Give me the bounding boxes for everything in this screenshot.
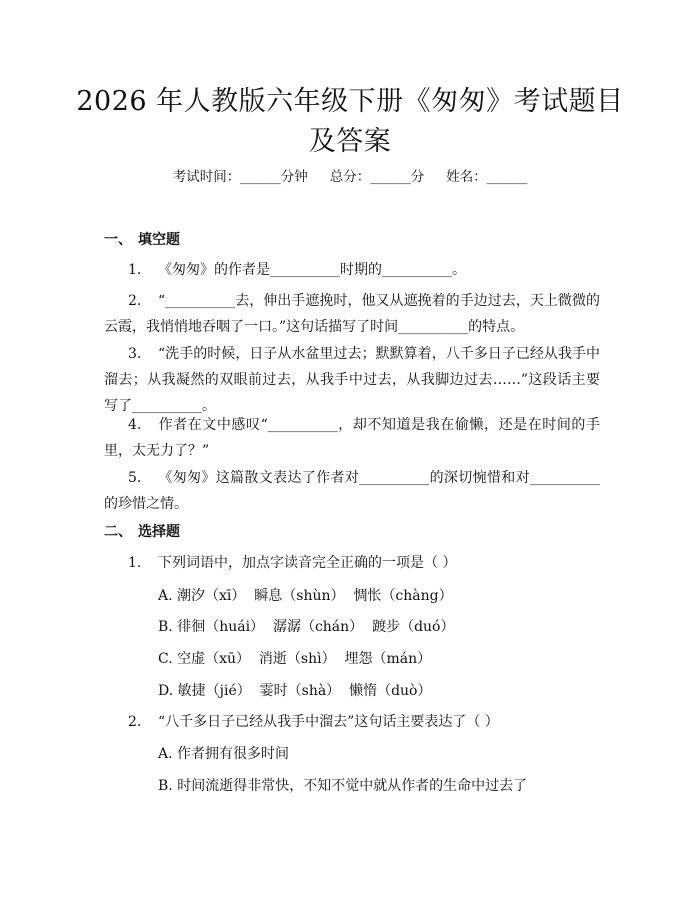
question-number: 1. [128,555,142,571]
question-text: 《匆匆》的作者是__________时期的__________。 [158,262,466,278]
question-number: 2. [128,293,142,309]
question-number: 5. [128,470,142,486]
fill-question [104,257,600,283]
choice-option: A. 潮汐（xī） 瞬息（shùn） 惆怅（chàng） [158,588,453,604]
question-text: 《匆匆》这篇散文表达了作者对__________的深切惋惜和对__________的珍惜之情。 [104,470,600,512]
fill-question [104,288,600,340]
fill-question [104,412,600,464]
section-title: 选择题 [138,524,180,540]
student-name: 姓名：______ [446,169,528,185]
document-title: 2026 年人教版六年级下册《匆匆》考试题目及答案 [76,86,624,157]
section-number: 一、 [104,232,132,248]
choice-option: D. 敏捷（jié） 霎时（shà） 懒惰（duò） [158,683,432,699]
section-heading-choice [104,522,180,542]
fill-question [104,465,600,517]
section-heading-fill [104,230,180,250]
question-number: 1. [128,262,142,278]
exam-meta [0,167,700,187]
section-title: 填空题 [138,232,180,248]
question-number: 4. [128,417,142,433]
choice-question [104,709,600,735]
question-number: 2. [128,714,142,730]
question-number: 3. [128,346,142,362]
question-text: 作者在文中感叹“__________，却不知道是我在偷懒，还是在时间的手里，太无力了？” [104,417,600,459]
choice-question [104,550,600,576]
choice-option: C. 空虚（xū） 消逝（shì） 埋怨（mán） [158,651,432,667]
question-text: 下列词语中，加点字读音完全正确的一项是（ ） [158,555,457,571]
question-text: “__________去，伸出手遮挽时，他又从遮挽着的手边过去，天上微微的云霞，我悄悄地吞咽了一口。”这句话描写了时间__________的特点。 [104,293,600,335]
choice-option: A. 作者拥有很多时间 [158,746,290,762]
question-text: “洗手的时候，日子从水盆里过去；默默算着，八千多日子已经从我手中溜去；从我凝然的双眼前过去，从我手中过去，从我脚边过去……”这段话主要写了__________。 [104,346,600,414]
fill-question [104,341,600,419]
exam-score: 总分：______分 [329,169,425,185]
choice-option: B. 徘徊（huái） 潺潺（chán） 踱步（duó） [158,619,455,635]
exam-time: 考试时间：______分钟 [172,169,308,185]
choice-option: B. 时间流逝得非常快，不知不觉中就从作者的生命中过去了 [158,778,528,794]
question-text: “八千多日子已经从我手中溜去”这句话主要表达了（ ） [158,714,499,730]
section-number: 二、 [104,524,132,540]
